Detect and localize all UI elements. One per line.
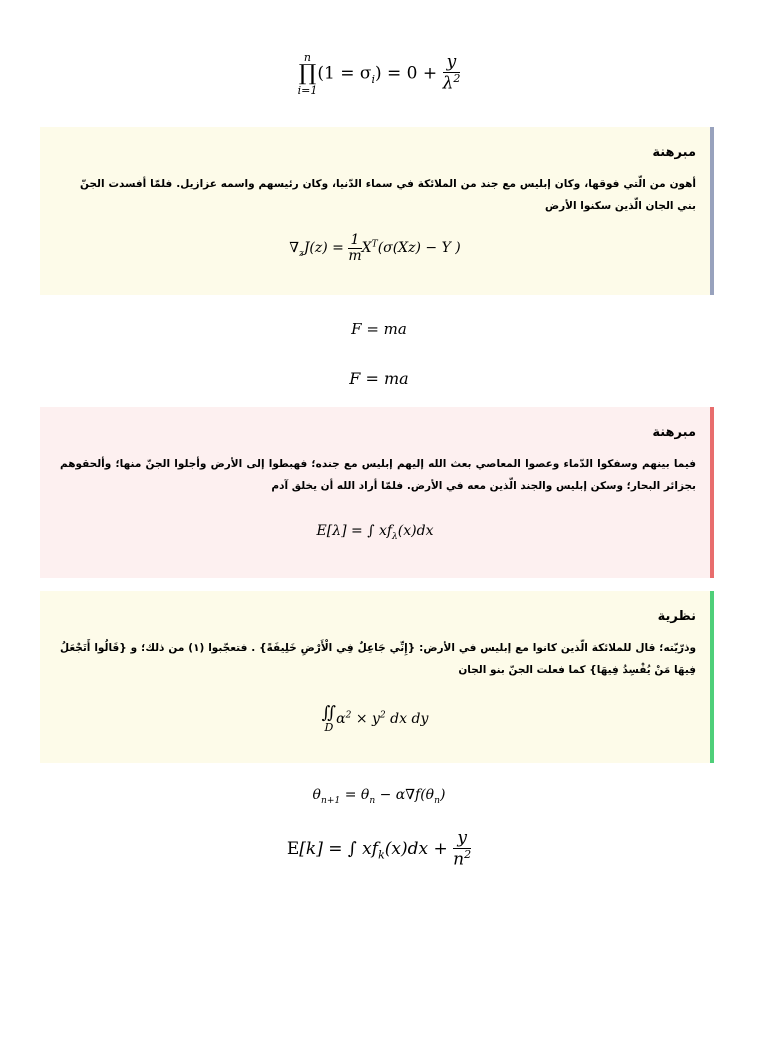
eq-mid: (x)dx + <box>384 839 454 860</box>
eq-sup: 2 <box>345 710 352 721</box>
transpose-sup: T <box>371 239 378 250</box>
eq-tail: dx dy <box>385 711 429 727</box>
double-integral-symbol: ∬ <box>321 703 337 723</box>
fraction-denominator: m <box>348 247 362 264</box>
equation-product <box>0 52 758 96</box>
eq-mid: [k] = ∫ xf <box>299 839 379 860</box>
eq-tail: (σ(Xz) − Y ) <box>377 240 461 257</box>
eq-mid: [λ] = ∫ xf <box>326 523 393 539</box>
box-text: وذرّيّته؛ قال للملائكة الّذين كانوا مع إبليس في الأرض: {إِنِّي جَاعِلٌ فِي الْأَرْضِ خَلِيفَةً} . فتعجّبوا (١) من ذلك؛ و {قَالُوا أَتَجْعَلُ فِيهَا مَنْ يُفْسِدُ فِيهَا} كما فعلت الجنّ بنو الجان <box>60 642 696 676</box>
eq-mid: − α∇f(θ <box>375 787 435 803</box>
eq-sup: 2 <box>379 710 386 721</box>
nabla-sub: z <box>299 248 304 259</box>
product-symbol: ∏ <box>298 61 317 86</box>
eq-tail: (x)dx <box>397 523 434 539</box>
box-equation-double-integral <box>40 705 710 733</box>
theta-sub: n+1 <box>320 795 341 806</box>
box-text: أهون من الّتي فوقها، وكان إبليس مع جند من الملائكة في سماء الدّنيا، وكان رئيسهم واسمه عزازيل. فلمّا أفسدت الجنّ بني الجان الّذين سكنوا الأرض <box>80 178 696 212</box>
box-equation-expectation-lambda <box>40 523 710 542</box>
equation-product-rest: ) = 0 + <box>375 63 443 84</box>
box-title: نظرية <box>657 609 696 624</box>
fraction-denominator-exp: 2 <box>453 72 461 86</box>
eq-sub: k <box>378 848 385 862</box>
matrix-x: X <box>361 240 372 257</box>
fraction-denominator: λ <box>442 73 454 94</box>
box-text: فيما بينهم وسفكوا الدّماء وعصوا المعاصي بعث الله إليهم إبليس مع جنده؛ فهبطوا إلى الأرض وأجلوا الجنّ منها؛ وألحقوهم بجزائر البحار؛ وسكن إبليس والجند الّذين معه في الأرض. فلمّا أراد الله أن يخلق آدم <box>60 458 696 492</box>
theta-sub: n <box>369 795 376 806</box>
expectation-e: E <box>316 523 327 539</box>
product-upper-limit: n <box>303 51 312 64</box>
equation-gradient-descent <box>0 787 758 806</box>
fraction-numerator: y <box>443 54 461 73</box>
fraction-denominator-exp: 2 <box>464 847 472 861</box>
equation-fma-2: F = ma <box>349 369 409 388</box>
expectation-e: E <box>286 839 300 860</box>
equation-fma-1: F = ma <box>351 320 407 338</box>
eq-tail: ) <box>439 787 446 803</box>
box-title: مبرهنة <box>652 145 696 160</box>
theta-sub: n <box>434 795 440 806</box>
theorem-box-2 <box>40 407 714 578</box>
eq-alpha: α <box>336 711 346 727</box>
product-lower-limit: i=1 <box>297 84 318 97</box>
equation-product-body: (1 = σ <box>317 63 372 84</box>
box-title: مبرهنة <box>652 425 696 440</box>
eq-mid: J(z) = <box>303 240 349 257</box>
nabla-symbol: ∇ <box>289 240 300 257</box>
fraction-numerator: y <box>453 830 471 849</box>
integral-region: D <box>324 721 334 734</box>
fraction-denominator: n <box>453 849 465 870</box>
fraction-numerator: 1 <box>348 233 361 249</box>
theorem-box-3 <box>40 591 714 763</box>
equation-product-sub: i <box>371 72 375 86</box>
eq-sub: λ <box>392 531 398 542</box>
box-equation-gradient-j <box>40 233 710 263</box>
eq-mid: × y <box>351 711 380 727</box>
eq-mid: = θ <box>340 787 370 803</box>
theta: θ <box>312 787 321 803</box>
equation-expectation-k <box>0 830 758 869</box>
theorem-box-1 <box>40 127 714 295</box>
